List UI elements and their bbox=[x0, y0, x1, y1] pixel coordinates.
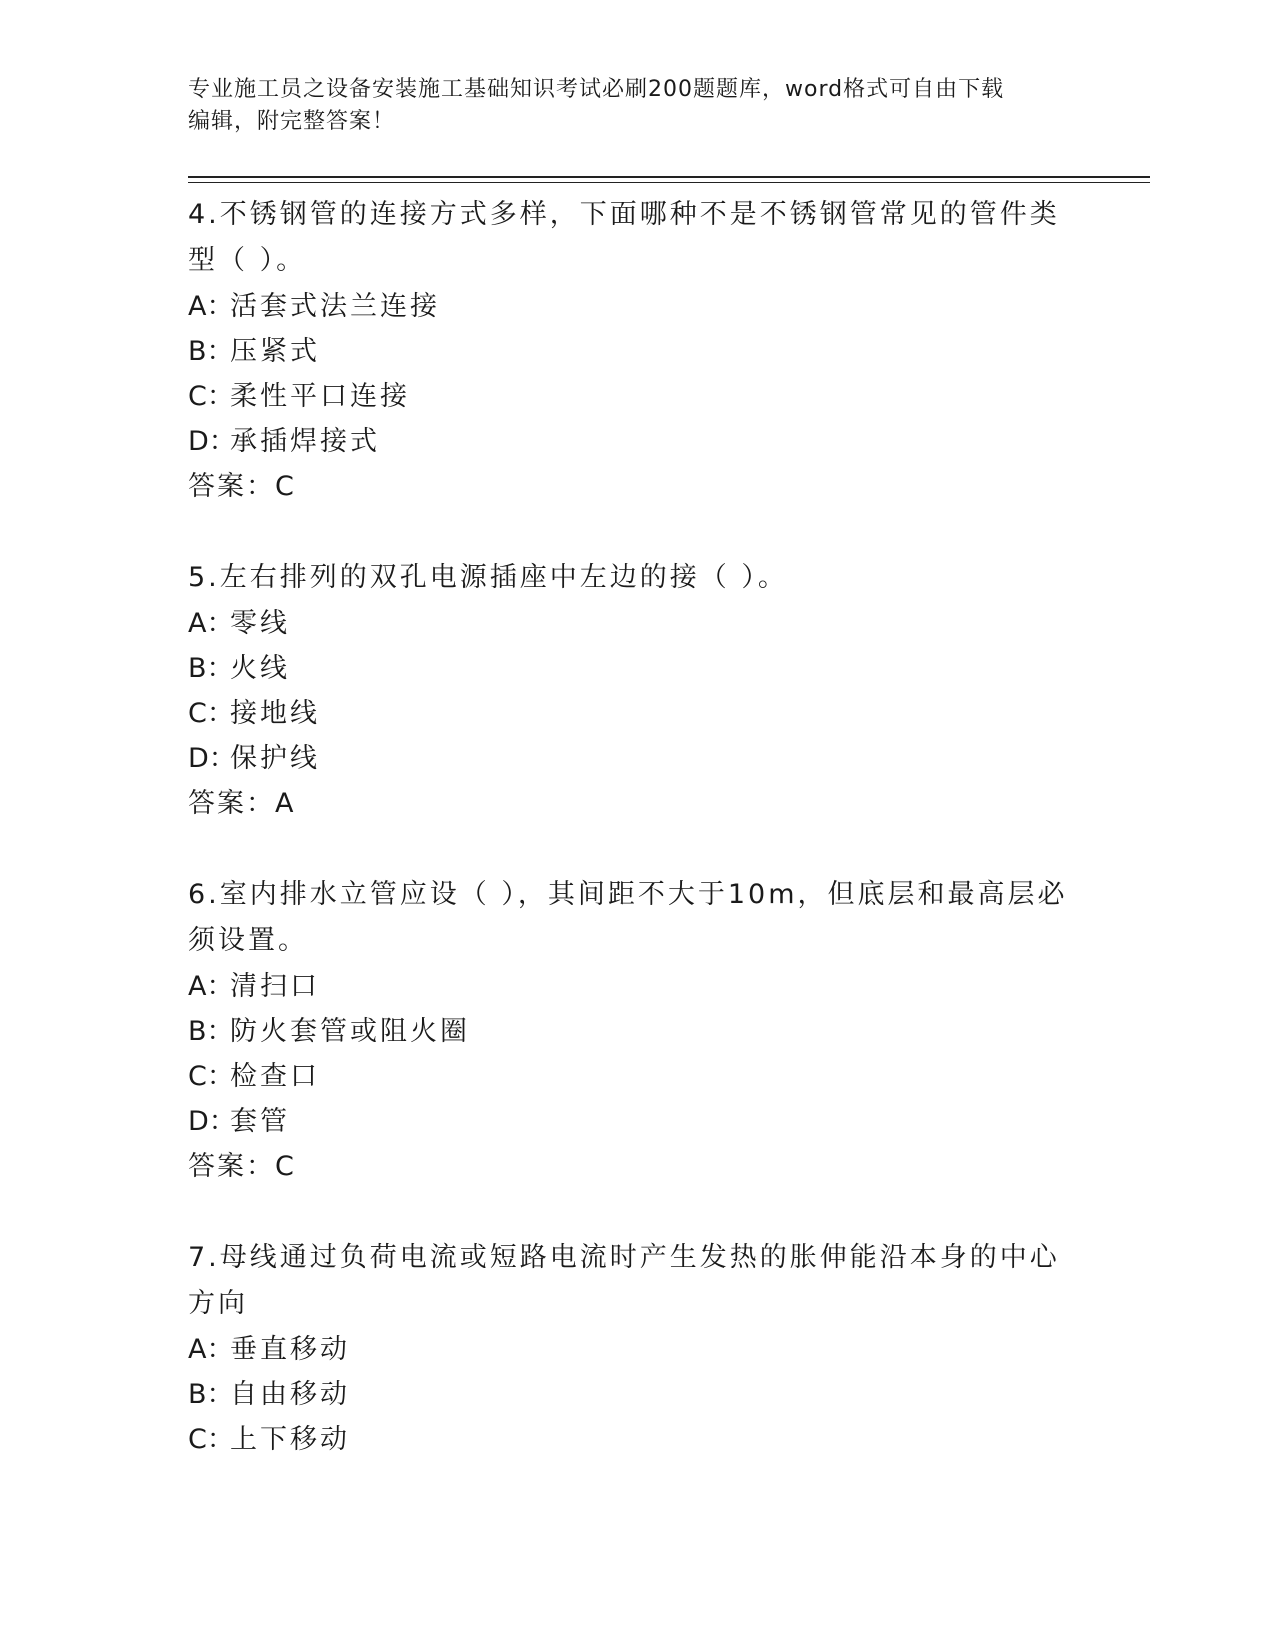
option-key: B： bbox=[188, 336, 234, 367]
question-list bbox=[188, 192, 1068, 1508]
option-c bbox=[188, 374, 1068, 419]
option-text: 自由移动 bbox=[230, 1379, 350, 1410]
option-key: A： bbox=[188, 1334, 234, 1365]
option-text: 保护线 bbox=[230, 743, 320, 774]
document-header bbox=[188, 74, 1068, 138]
option-d bbox=[188, 419, 1068, 464]
question-4 bbox=[188, 192, 1068, 509]
option-text: 活套式法兰连接 bbox=[230, 291, 440, 322]
option-key: C： bbox=[188, 381, 234, 412]
option-text: 上下移动 bbox=[230, 1424, 350, 1455]
answer-line: 答案：C bbox=[188, 471, 296, 502]
question-stem: 7.母线通过负荷电流或短路电流时产生发热的胀伸能沿本身的中心方向 bbox=[188, 1242, 1060, 1319]
option-key: D： bbox=[188, 743, 236, 774]
question-7 bbox=[188, 1235, 1068, 1462]
answer-line: 答案：A bbox=[188, 788, 296, 819]
header-line-2: 编辑，附完整答案！ bbox=[188, 109, 396, 134]
option-text: 清扫口 bbox=[230, 971, 320, 1002]
option-text: 柔性平口连接 bbox=[230, 381, 410, 412]
option-key: C： bbox=[188, 1424, 234, 1455]
option-c bbox=[188, 691, 1068, 736]
question-6 bbox=[188, 872, 1068, 1189]
option-text: 套管 bbox=[230, 1106, 290, 1137]
option-key: A： bbox=[188, 291, 234, 322]
option-key: A： bbox=[188, 608, 234, 639]
option-text: 零线 bbox=[230, 608, 290, 639]
option-key: C： bbox=[188, 698, 234, 729]
option-text: 承插焊接式 bbox=[230, 426, 380, 457]
option-a bbox=[188, 601, 1068, 646]
option-text: 检查口 bbox=[230, 1061, 320, 1092]
option-key: C： bbox=[188, 1061, 234, 1092]
option-text: 垂直移动 bbox=[230, 1334, 350, 1365]
question-5 bbox=[188, 555, 1068, 826]
header-line-1: 专业施工员之设备安装施工基础知识考试必刷200题题库，word格式可自由下载 bbox=[188, 77, 1005, 102]
option-c bbox=[188, 1417, 1068, 1462]
option-text: 火线 bbox=[230, 653, 290, 684]
option-b bbox=[188, 1372, 1068, 1417]
option-key: D： bbox=[188, 426, 236, 457]
option-a bbox=[188, 1327, 1068, 1372]
option-key: D： bbox=[188, 1106, 236, 1137]
option-key: A： bbox=[188, 971, 234, 1002]
option-d bbox=[188, 736, 1068, 781]
option-c bbox=[188, 1054, 1068, 1099]
answer-line: 答案：C bbox=[188, 1151, 296, 1182]
option-b bbox=[188, 1009, 1068, 1054]
option-a bbox=[188, 964, 1068, 1009]
option-key: B： bbox=[188, 653, 234, 684]
question-stem: 5.左右排列的双孔电源插座中左边的接（ ）。 bbox=[188, 562, 788, 593]
option-a bbox=[188, 284, 1068, 329]
option-key: B： bbox=[188, 1379, 234, 1410]
question-stem: 4.不锈钢管的连接方式多样，下面哪种不是不锈钢管常见的管件类型（ ）。 bbox=[188, 199, 1060, 276]
option-text: 防火套管或阻火圈 bbox=[230, 1016, 470, 1047]
option-text: 压紧式 bbox=[230, 336, 320, 367]
option-text: 接地线 bbox=[230, 698, 320, 729]
header-divider-thick bbox=[188, 176, 1150, 178]
question-stem: 6.室内排水立管应设（ ），其间距不大于10m，但底层和最高层必须设置。 bbox=[188, 879, 1068, 956]
option-b bbox=[188, 646, 1068, 691]
option-b bbox=[188, 329, 1068, 374]
header-divider-thin bbox=[188, 182, 1150, 183]
option-d bbox=[188, 1099, 1068, 1144]
option-key: B： bbox=[188, 1016, 234, 1047]
